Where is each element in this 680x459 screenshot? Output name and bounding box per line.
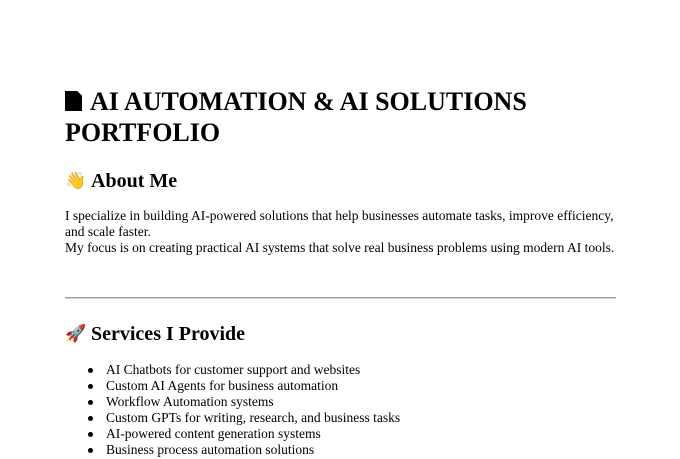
list-item [65, 442, 400, 458]
list-item [65, 378, 400, 394]
services-heading-text: Services I Provide [91, 323, 246, 345]
page-title-text: AI AUTOMATION & AI SOLUTIONS PORTFOLIO [65, 87, 527, 147]
service-item-text: AI Chatbots for customer support and websites [106, 362, 361, 377]
list-item [65, 410, 400, 426]
bullet-icon [88, 416, 93, 421]
bullet-icon [88, 448, 93, 453]
services-list [65, 362, 400, 458]
about-paragraph-line-2: My focus is on creating practical AI systems that solve real business problems using modern AI tools. [65, 240, 615, 255]
bullet-icon [88, 432, 93, 437]
about-heading [65, 169, 177, 193]
list-item [65, 394, 400, 410]
service-item-text: Custom GPTs for writing, research, and business tasks [106, 410, 401, 425]
service-item-text: Workflow Automation systems [106, 394, 274, 409]
about-heading-text: About Me [91, 170, 178, 192]
services-heading [65, 322, 245, 346]
bullet-icon [88, 400, 93, 405]
section-divider [65, 297, 616, 299]
waving-hand-icon: 👋 [65, 171, 87, 191]
about-paragraph [65, 208, 617, 256]
bullet-icon [88, 368, 93, 373]
service-item-text: AI-powered content generation systems [106, 426, 321, 441]
bullet-icon [88, 384, 93, 389]
document-icon [65, 91, 82, 111]
page-title [65, 86, 617, 148]
list-item [65, 362, 400, 378]
service-item-text: Custom AI Agents for business automation [106, 378, 339, 393]
about-paragraph-line-1: I specialize in building AI-powered solutions that help businesses automate tasks, improve efficiency, and scale faster. [65, 208, 614, 239]
service-item-text: Business process automation solutions [106, 442, 315, 457]
rocket-icon: 🚀 [65, 324, 87, 344]
list-item [65, 426, 400, 442]
